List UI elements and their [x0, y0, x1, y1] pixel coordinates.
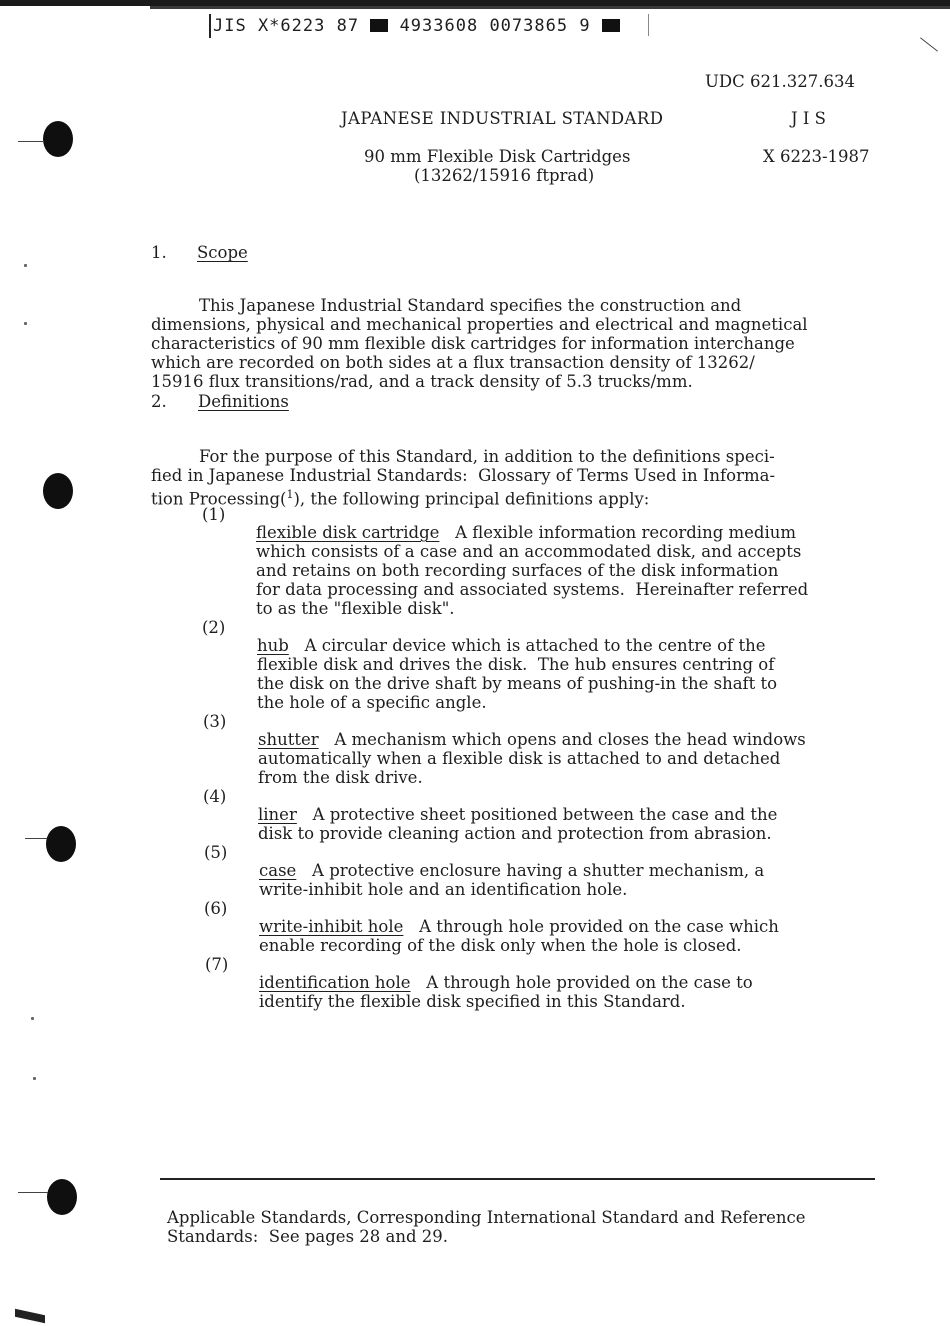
- footer-note: [167, 1189, 806, 1246]
- scope-paragraph: [151, 277, 808, 391]
- text-fragment: tion Processing(: [151, 489, 287, 509]
- definition-term: hub: [257, 636, 289, 655]
- item-number: (7): [205, 955, 229, 974]
- microfiche-header: [209, 14, 620, 38]
- text-line: automatically when a flexible disk is attached to and detached: [258, 749, 781, 768]
- definition-first-line: [259, 973, 753, 992]
- section-number: 2.: [151, 392, 167, 411]
- scan-top-shadow: [150, 6, 950, 9]
- definition-first-line: [256, 523, 808, 542]
- footer-rule: [160, 1178, 875, 1180]
- item-number: (1): [202, 505, 226, 524]
- section-number: 1.: [151, 243, 167, 262]
- definition-item: [256, 504, 808, 618]
- punch-tick: [18, 141, 44, 142]
- section-heading: Scope: [197, 243, 248, 262]
- text-line: 15916 flux transitions/rad, and a track density of 5.3 trucks/mm.: [151, 372, 693, 391]
- definition-first-line: [257, 636, 777, 655]
- scan-speck: [33, 1077, 36, 1080]
- definition-first-line: [258, 805, 777, 824]
- text-line: for data processing and associated systems. Hereinafter referred: [256, 580, 809, 599]
- text-line: For the purpose of this Standard, in addition to the definitions speci-: [199, 447, 775, 466]
- standard-number: X 6223-1987: [763, 147, 870, 166]
- text-line: and retains on both recording surfaces of the disk information: [256, 561, 779, 580]
- text-line: fied in Japanese Industrial Standards: Glossary of Terms Used in Informa-: [151, 466, 776, 485]
- fiche-block-mark: [602, 19, 620, 32]
- text-fragment: A through hole provided on the case to: [410, 973, 753, 992]
- scan-speck: [31, 1017, 34, 1020]
- punch-hole: [43, 121, 73, 157]
- text-line: disk to provide cleaning action and protection from abrasion.: [258, 824, 772, 843]
- udc-code: UDC 621.327.634: [705, 72, 855, 91]
- definition-item: [259, 898, 779, 955]
- section-heading: Definitions: [198, 392, 289, 411]
- footnote-marker: 1: [286, 488, 294, 501]
- text-fragment: A protective enclosure having a shutter mechanism, a: [296, 861, 765, 880]
- text-line: identify the flexible disk specified in this Standard.: [259, 992, 686, 1011]
- punch-hole: [43, 473, 73, 509]
- fiche-code: JIS X*6223 87: [213, 16, 360, 36]
- fiche-divider: [648, 14, 649, 36]
- text-fragment: A mechanism which opens and closes the head windows: [318, 730, 806, 749]
- fiche-block-mark: [370, 19, 388, 32]
- item-number: (3): [203, 712, 227, 731]
- text-line: Applicable Standards, Corresponding International Standard and Reference: [167, 1208, 806, 1227]
- jis-label: J I S: [791, 109, 826, 128]
- item-number: (5): [204, 843, 228, 862]
- definition-term: flexible disk cartridge: [256, 523, 440, 542]
- text-fragment: A through hole provided on the case which: [403, 917, 779, 936]
- text-line: from the disk drive.: [258, 768, 423, 787]
- item-number: (2): [202, 618, 226, 637]
- text-line: This Japanese Industrial Standard specifies the construction and: [199, 296, 742, 315]
- text-fragment: A flexible information recording medium: [439, 523, 797, 542]
- document-title: 90 mm Flexible Disk Cartridges: [364, 147, 631, 166]
- text-line: the hole of a specific angle.: [257, 693, 487, 712]
- text-fragment: A circular device which is attached to the centre of the: [288, 636, 766, 655]
- text-line: to as the "flexible disk".: [256, 599, 455, 618]
- punch-tick: [25, 838, 47, 839]
- text-line: characteristics of 90 mm flexible disk cartridges for information interchange: [151, 334, 795, 353]
- definition-item: [258, 711, 806, 787]
- definition-item: [257, 617, 777, 712]
- definition-term: identification hole: [259, 973, 411, 992]
- standard-org: JAPANESE INDUSTRIAL STANDARD: [341, 109, 664, 128]
- fiche-serial: 4933608 0073865 9: [399, 16, 591, 36]
- definition-term: write-inhibit hole: [259, 917, 404, 936]
- text-line: write-inhibit hole and an identification hole.: [259, 880, 628, 899]
- definition-first-line: [258, 730, 806, 749]
- text-fragment: ), the following principal definitions apply:: [293, 489, 650, 509]
- definition-item: [259, 954, 753, 1011]
- definition-first-line: [259, 917, 779, 936]
- punch-tick: [18, 1192, 48, 1193]
- text-line: enable recording of the disk only when the hole is closed.: [259, 936, 742, 955]
- definition-first-line: [259, 861, 764, 880]
- scan-edge-mark: [920, 37, 938, 51]
- definition-item: [258, 786, 777, 843]
- document-subtitle: (13262/15916 ftprad): [414, 166, 595, 185]
- definitions-intro: [151, 428, 775, 509]
- definition-term: liner: [258, 805, 297, 824]
- scan-speck: [24, 264, 27, 267]
- text-line: Standards: See pages 28 and 29.: [167, 1227, 449, 1246]
- item-number: (6): [204, 899, 228, 918]
- text-line: flexible disk and drives the disk. The hub ensures centring of: [257, 655, 775, 674]
- definition-term: case: [259, 861, 297, 880]
- definition-term: shutter: [258, 730, 319, 749]
- text-line: which are recorded on both sides at a flux transaction density of 13262/: [151, 353, 755, 372]
- text-line: the disk on the drive shaft by means of pushing-in the shaft to: [257, 674, 778, 693]
- item-number: (4): [203, 787, 227, 806]
- punch-hole: [47, 1179, 77, 1215]
- scan-corner-mark: [15, 1309, 45, 1323]
- text-line: which consists of a case and an accommodated disk, and accepts: [256, 542, 802, 561]
- text-fragment: A protective sheet positioned between the case and the: [296, 805, 778, 824]
- scan-speck: [24, 322, 27, 325]
- definition-item: [259, 842, 764, 899]
- punch-hole: [46, 826, 76, 862]
- text-line: dimensions, physical and mechanical properties and electrical and magnetical: [151, 315, 808, 334]
